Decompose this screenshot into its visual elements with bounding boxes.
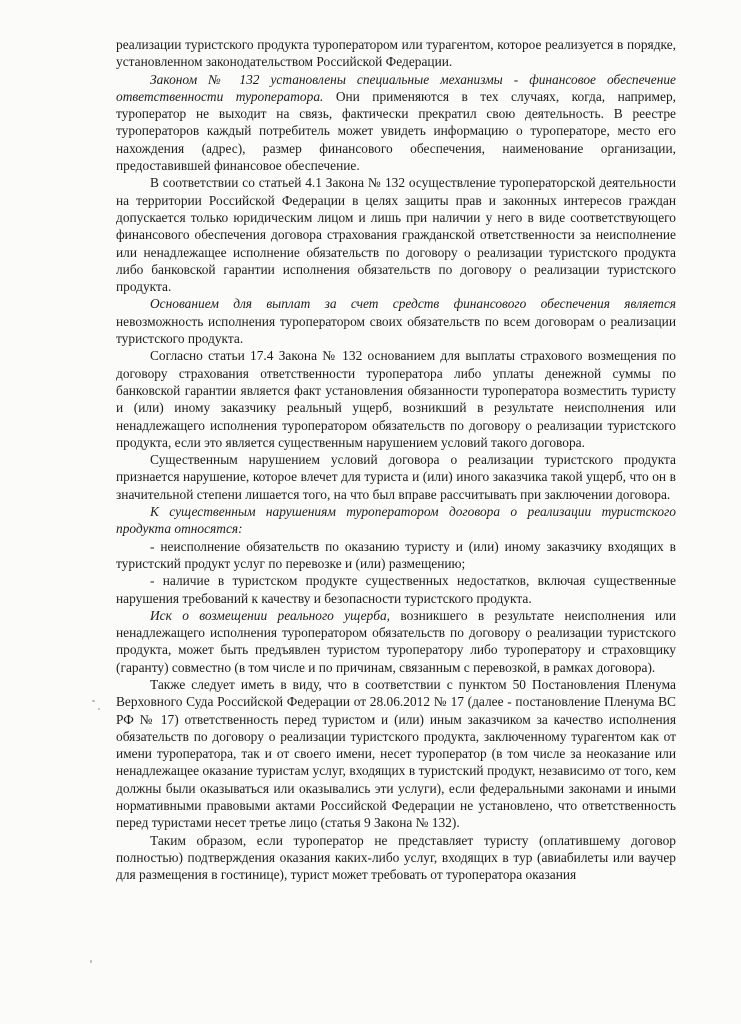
italic-run: Иск о возмещении реального ущерба, xyxy=(150,607,391,623)
text-run: Таким образом, если туроператор не представляет туристу (оплатившему договор полностью) подтверждения оказания каких-либо услуг, входящих в тур (авиабилеты или ваучер для размещения в гостинице), турист может требовать от туроператора оказания xyxy=(116,832,676,883)
document-body xyxy=(116,36,676,884)
scan-speck xyxy=(90,960,92,963)
text-run: возникшего в результате неисполнения или ненадлежащего исполнения туроператором обязательств по договору о реализации туристского продукта, может быть предъявлен туристом туроператору либо туроператору и страховщику (гаранту) совместно (в том числе и по причинам, связанным с перевозкой, в рамках договора). xyxy=(116,607,676,675)
text-run: - наличие в туристском продукте существенных недостатков, включая существенные нарушения требований к качеству и безопасности туристского продукта. xyxy=(116,573,676,606)
text-run: - неисполнение обязательств по оказанию туристу и (или) иному заказчику входящих в туристский продукт услуг по перевозке и (или) размещению; xyxy=(116,538,676,571)
paragraph-2 xyxy=(116,71,676,175)
text-run: реализации туристского продукта туроператором или турагентом, которое реализуется в порядке, установленном законодательством Российской Федерации. xyxy=(116,37,676,70)
paragraph-1 xyxy=(116,36,676,71)
paragraph-10 xyxy=(116,607,676,676)
paragraph-7 xyxy=(116,503,676,538)
paragraph-3 xyxy=(116,174,676,295)
text-run: невозможность исполнения туроператором своих обязательств по всем договорам о реализации туристского продукта. xyxy=(116,313,676,347)
italic-run: Основанием для выплат за счет средств финансового обеспечения является xyxy=(150,296,676,312)
scan-speck xyxy=(92,700,95,702)
paragraph-6 xyxy=(116,451,676,503)
paragraph-12 xyxy=(116,832,676,884)
italic-run: К существенным нарушениям туроператором договора о реализации туристского продукта относятся: xyxy=(116,504,676,537)
text-run: Также следует иметь в виду, что в соответствии с пунктом 50 Постановления Пленума Верховного Суда Российской Федерации от 28.06.2012 № 17 (далее - постановление Пленума ВС РФ № 17) ответственность перед туристом и (или) иным заказчиком за качество исполнения обязательств по договору о реализации туристского продукта, заключенному турагентом как от имени туроператора, так и от своего имени, несет туроператор (в том числе за неоказание или ненадлежащее оказание туристам услуг, входящих в туристский продукт, независимо от того, кем должны были оказываться или оказывались эти услуги), если федеральными законами и иными нормативными правовыми актами Российской Федерации не установлено, что ответственность перед туристами несет третье лицо (статья 9 Закона № 132). xyxy=(116,676,676,831)
text-run: Они применяются в тех случаях, когда, например, туроператор не выходит на связь, фактически прекратил свою деятельность. В реестре туроператоров каждый потребитель может увидеть информацию о туроператоре, место его нахождения (адрес), размер финансового обеспечения, наименование организации, предоставившей финансовое обеспечение. xyxy=(116,88,676,174)
paragraph-11 xyxy=(116,676,676,832)
paragraph-4 xyxy=(116,295,676,347)
text-run: Согласно статьи 17.4 Закона № 132 основанием для выплаты страхового возмещения по договору страхования ответственности туроператора либо уплаты денежной суммы по банковской гарантии является факт установления обязанности туроператора возместить туристу и (или) иному заказчику реальный ущерб, возникший в результате неисполнения или ненадлежащего исполнения туроператором обязательств по договору о реализации туристского продукта, если это является существенным нарушением условий такого договора. xyxy=(116,348,676,450)
paragraph-8 xyxy=(116,538,676,573)
scan-speck xyxy=(98,708,100,710)
paragraph-9 xyxy=(116,572,676,607)
paragraph-5 xyxy=(116,347,676,451)
italic-run: Законом № 132 установлены специальные механизмы - финансовое обеспечение ответственности туроператора. xyxy=(116,71,676,104)
text-run: В соответствии со статьей 4.1 Закона № 132 осуществление туроператорской деятельности на территории Российской Федерации в целях защиты прав и законных интересов граждан допускается только юридическим лицом и лишь при наличии у него в виде соответствующего финансового обеспечения договора страхования гражданской ответственности за неисполнение или ненадлежащее исполнение обязательств по договору о реализации туристского продукта либо банковской гарантии исполнения обязательств по договору о реализации туристского продукта. xyxy=(116,175,676,295)
text-run: Существенным нарушением условий договора о реализации туристского продукта признается нарушение, которое влечет для туриста и (или) иного заказчика такой ущерб, что он в значительной степени лишается того, на что был вправе рассчитывать при заключении договора. xyxy=(116,452,676,502)
